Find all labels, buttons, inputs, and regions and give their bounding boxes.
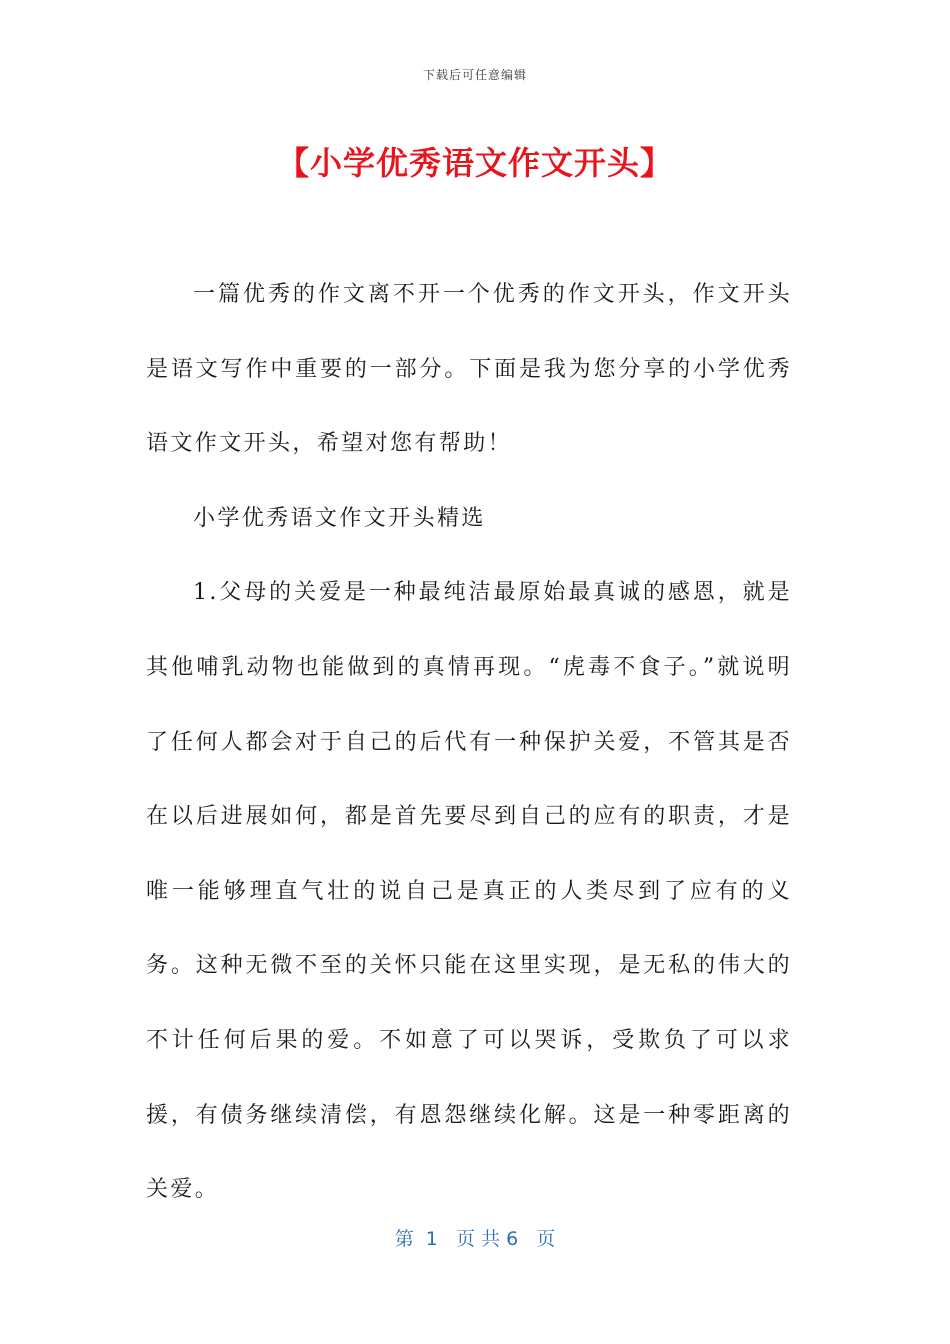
document-body [146, 258, 792, 1228]
paragraph-example-1: 1.父母的关爱是一种最纯洁最原始最真诚的感恩，就是其他哺乳动物也能做到的真情再现。“虎毒不食子。”就说明了任何人都会对于自己的后代有一种保护关爱，不管其是否在以后进展如何，都是首先要尽到自己的应有的职责，才是唯一能够理直气壮的说自己是真正的人类尽到了应有的义务。这种无微不至的关怀只能在这里实现，是无私的伟大的不计任何后果的爱。不如意了可以哭诉，受欺负了可以求援，有债务继续清偿，有恩怨继续化解。这是一种零距离的关爱。 [146, 580, 792, 1203]
document-title: 【小学优秀语文作文开头】 [276, 144, 673, 182]
paragraph-section-heading: 小学优秀语文作文开头精选 [193, 505, 486, 531]
header-note: 下载后可任意编辑 [422, 68, 527, 82]
paragraph-intro: 一篇优秀的作文离不开一个优秀的作文开头，作文开头是语文写作中重要的一部分。下面是我为您分享的小学优秀语文作文开头，希望对您有帮助！ [146, 282, 792, 457]
page-number: 第 1 页 共 6 页 [394, 1228, 556, 1250]
